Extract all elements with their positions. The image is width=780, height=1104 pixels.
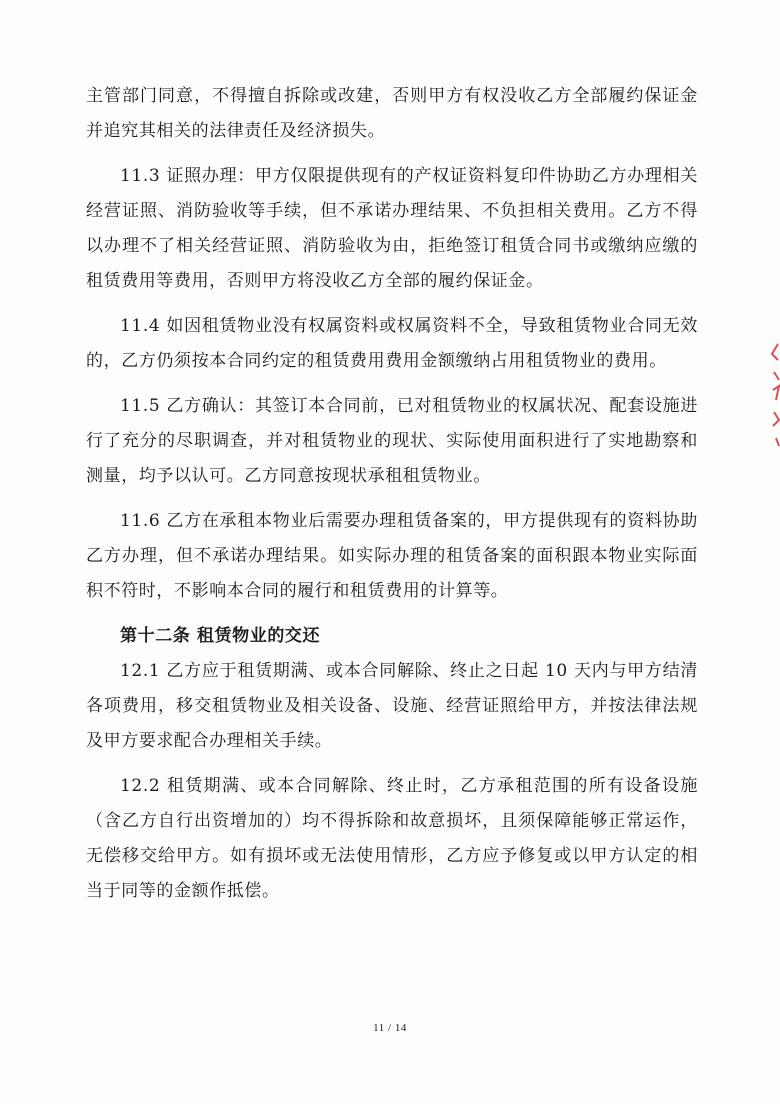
paragraph-11-2-continued: 主管部门同意，不得擅自拆除或改建，否则甲方有权没收乙方全部履约保证金并追究其相关的法律责任及经济损失。 <box>86 86 698 141</box>
contract-body <box>86 79 698 909</box>
paragraph-11-5: 11.5 乙方确认：其签订本合同前，已对租赁物业的权属状况、配套设施进行了充分的尽职调查，并对租赁物业的现状、实际使用面积进行了实地勘察和测量，均予以认可。乙方同意按现状承租租赁物业。 <box>86 396 698 486</box>
paragraph-12-2: 12.2 租赁期满、或本合同解除、终止时，乙方承租范围的所有设备设施（含乙方自行出资增加的）均不得拆除和故意损坏，且须保障能够正常运作，无偿移交给甲方。如有损坏或无法使用情形，乙方应予修复或以甲方认定的相当于同等的金额作抵偿。 <box>86 776 698 901</box>
page-number: 11 / 14 <box>373 1022 407 1034</box>
paragraph-11-6: 11.6 乙方在承租本物业后需要办理租赁备案的，甲方提供现有的资料协助乙方办理，但不承诺办理结果。如实际办理的租赁备案的面积跟本物业实际面积不符时，不影响本合同的履行和租赁费用的计算等。 <box>86 511 698 601</box>
seal-stamp-fragment <box>764 340 780 450</box>
article-12-heading: 第十二条 租赁物业的交还 <box>120 626 321 646</box>
paragraph-11-4: 11.4 如因租赁物业没有权属资料或权属资料不全，导致租赁物业合同无效的，乙方仍须按本合同约定的租赁费用费用金额缴纳占用租赁物业的费用。 <box>86 316 698 371</box>
paragraph-12-1: 12.1 乙方应于租赁期满、或本合同解除、终止之日起 10 天内与甲方结清各项费用，移交租赁物业及相关设备、设施、经营证照给甲方，并按法律法规及甲方要求配合办理相关手续。 <box>86 661 698 751</box>
paragraph-11-3: 11.3 证照办理：甲方仅限提供现有的产权证资料复印件协助乙方办理相关经营证照、消防验收等手续，但不承诺办理结果、不负担相关费用。乙方不得以办理不了相关经营证照、消防验收为由，拒绝签订租赁合同书或缴纳应缴的租赁费用等费用，否则甲方将没收乙方全部的履约保证金。 <box>86 166 698 291</box>
